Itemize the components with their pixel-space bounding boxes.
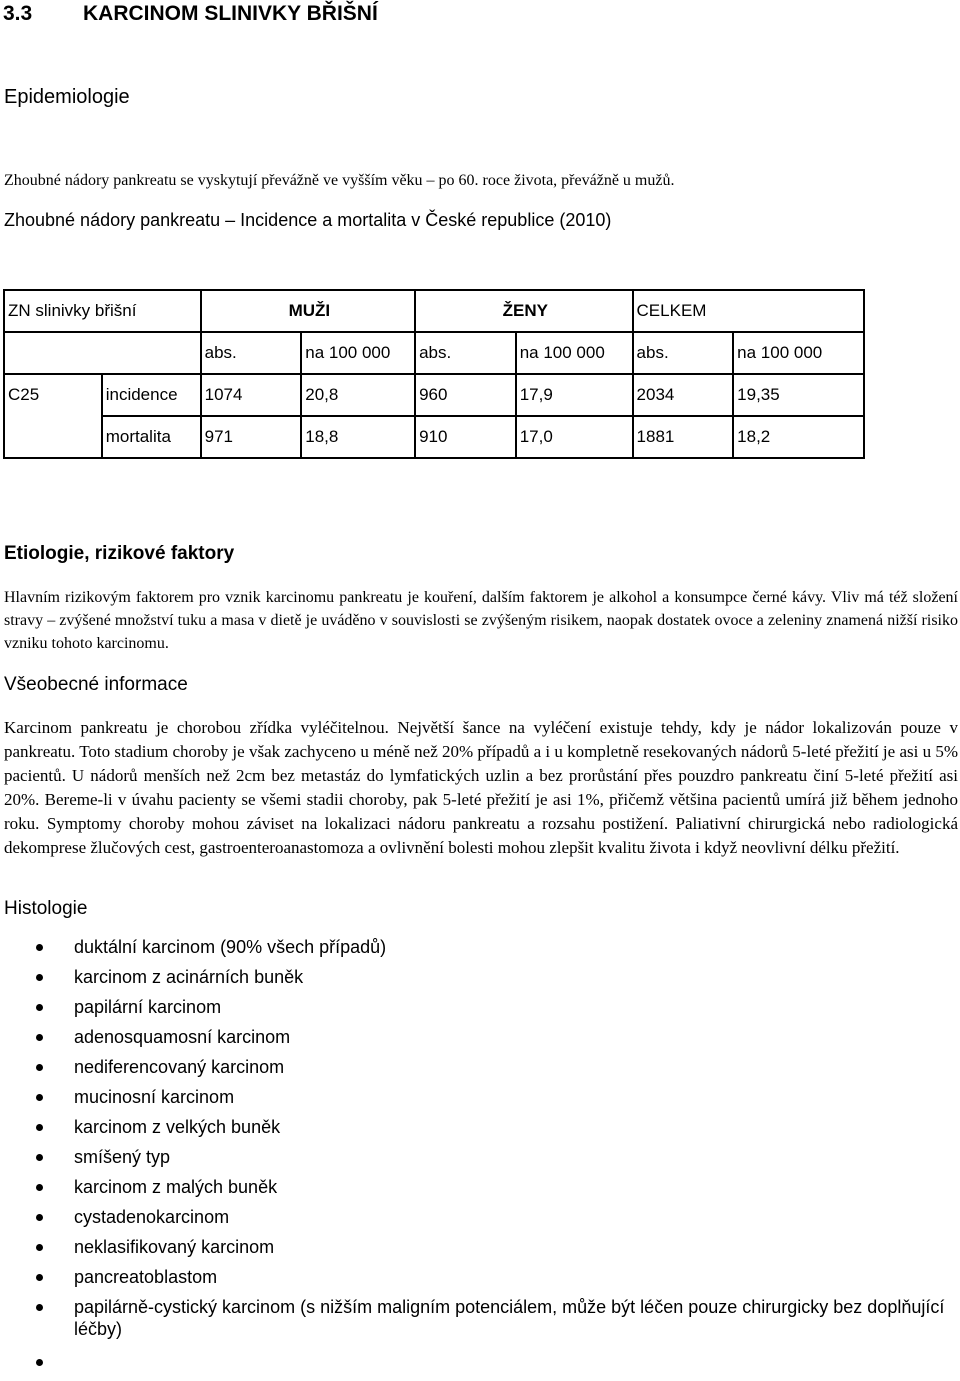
etiology-heading: Etiologie, rizikové faktory [4,543,235,564]
list-item-text: nediferencovaný karcinom [74,1057,285,1077]
bullet-icon [36,1214,43,1221]
general-info-text: Karcinom pankreatu je chorobou zřídka vyléčitelnou. Největší šance na vyléčení existuje tehdy, kdy je nádor lokalizován pouze v pankreatu. Toto stadium choroby je však zachyceno u méně než 20% případů a i u kompletně resekovaných nádorů 5-leté přežití je asi u 5% pacientů. U nádorů menších než 2cm bez metastáz do lymfatických uzlin a bez prorůstání přes pouzdro pankreatu činí 5-leté přežití asi 20%. Bereme-li v úvahu pacienty se všemi stadii choroby, pak 5-leté přežití je asi 1%, přičemž většina pacientů umírá již během jednoho roku. Symptomy choroby mohou záviset na lokalizaci nádoru pankreatu a rozsahu postižení. Paliativní chirurgická nebo radiologická dekomprese žlučových cest, gastroenteroanastomoza a ovlivnění bolesti mohou zlepšit kvalitu života i když neovlivní délku přežití. [4,718,958,857]
list-item [0,1086,960,1116]
general-info-heading: Všeobecné informace [4,674,188,695]
epidemiology-heading: Epidemiologie [4,86,130,108]
table-row [4,374,864,416]
table-cell: 1074 [201,374,302,416]
list-item [0,966,960,996]
histology-heading: Histologie [4,898,88,919]
list-item-text: adenosquamosní karcinom [74,1027,291,1047]
list-item [0,1351,960,1381]
list-item [0,1116,960,1146]
bullet-icon [36,1094,43,1101]
header-women: ŽENY [415,290,632,332]
list-item [0,1026,960,1056]
subheader-cell: na 100 000 [516,332,633,374]
section-title-text: KARCINOM SLINIVKY BŘIŠNÍ [83,2,378,25]
bullet-icon [36,974,43,981]
table-cell: 18,2 [733,416,864,458]
list-item-text: duktální karcinom (90% všech případů) [74,937,387,957]
subheader-cell: na 100 000 [301,332,415,374]
list-item [0,996,960,1026]
list-item [0,1176,960,1206]
list-item-text: papilárně-cystický karcinom (s nižším maligním potenciálem, může být léčen pouze chirurgicky bez doplňující léčby) [74,1297,945,1339]
list-item [0,1056,960,1086]
list-item [0,936,960,966]
header-total: CELKEM [633,290,864,332]
list-item [0,1266,960,1296]
table-cell: 18,8 [301,416,415,458]
list-item-text: karcinom z velkých buněk [74,1117,281,1137]
table-corner-label: ZN slinivky břišní [4,290,201,332]
list-item-text: mucinosní karcinom [74,1087,235,1107]
list-item-text: smíšený typ [74,1147,171,1167]
list-item [0,1206,960,1236]
bullet-icon [36,1004,43,1011]
bullet-icon [36,1154,43,1161]
list-item [0,1146,960,1176]
table-caption: Zhoubné nádory pankreatu – Incidence a mortalita v České republice (2010) [4,210,612,230]
list-item-text: karcinom z malých buněk [74,1177,278,1197]
list-item-text: pancreatoblastom [74,1267,218,1287]
row-code: C25 [4,374,102,458]
row-label: incidence [102,374,201,416]
section-number: 3.3 [3,2,33,25]
bullet-icon [36,1064,43,1071]
table-cell: 17,0 [516,416,633,458]
table-cell: 17,9 [516,374,633,416]
section-title [3,2,378,26]
list-item-text: papilární karcinom [74,997,222,1017]
bullet-icon [36,1184,43,1191]
table-cell: 971 [201,416,302,458]
row-label: mortalita [102,416,201,458]
list-item-text: cystadenokarcinom [74,1207,230,1227]
table-row [4,416,864,458]
table-cell: 910 [415,416,516,458]
incidence-mortality-table [3,289,865,459]
subheader-cell: na 100 000 [733,332,864,374]
bullet-icon [36,1304,43,1311]
subheader-cell: abs. [633,332,734,374]
list-item [0,1296,960,1351]
subheader-cell: abs. [201,332,302,374]
bullet-icon [36,1034,43,1041]
table-cell: 20,8 [301,374,415,416]
table-cell: 1881 [633,416,734,458]
histology-list [0,936,960,1381]
header-men: MUŽI [201,290,415,332]
bullet-icon [36,1359,43,1366]
epidemiology-text: Zhoubné nádory pankreatu se vyskytují převážně ve vyšším věku – po 60. roce života, převážně u mužů. [4,172,675,189]
bullet-icon [36,1124,43,1131]
list-item-text: karcinom z acinárních buněk [74,967,304,987]
table-cell: 960 [415,374,516,416]
table-cell: 19,35 [733,374,864,416]
bullet-icon [36,1244,43,1251]
list-item-text: neklasifikovaný karcinom [74,1237,275,1257]
header-blank [4,332,201,374]
etiology-text: Hlavním rizikovým faktorem pro vznik karcinomu pankreatu je kouření, dalším faktorem je alkohol a konsumpce černé kávy. Vliv má též složení stravy – zvýšené množství tuku a masa v dietě je uváděno v souvislosti se zvýšeným risikem, naopak dostatek ovoce a zeleniny znamená nižší risiko vzniku tohoto karcinomu. [4,589,958,652]
subheader-cell: abs. [415,332,516,374]
list-item [0,1236,960,1266]
bullet-icon [36,1274,43,1281]
table-cell: 2034 [633,374,734,416]
bullet-icon [36,944,43,951]
